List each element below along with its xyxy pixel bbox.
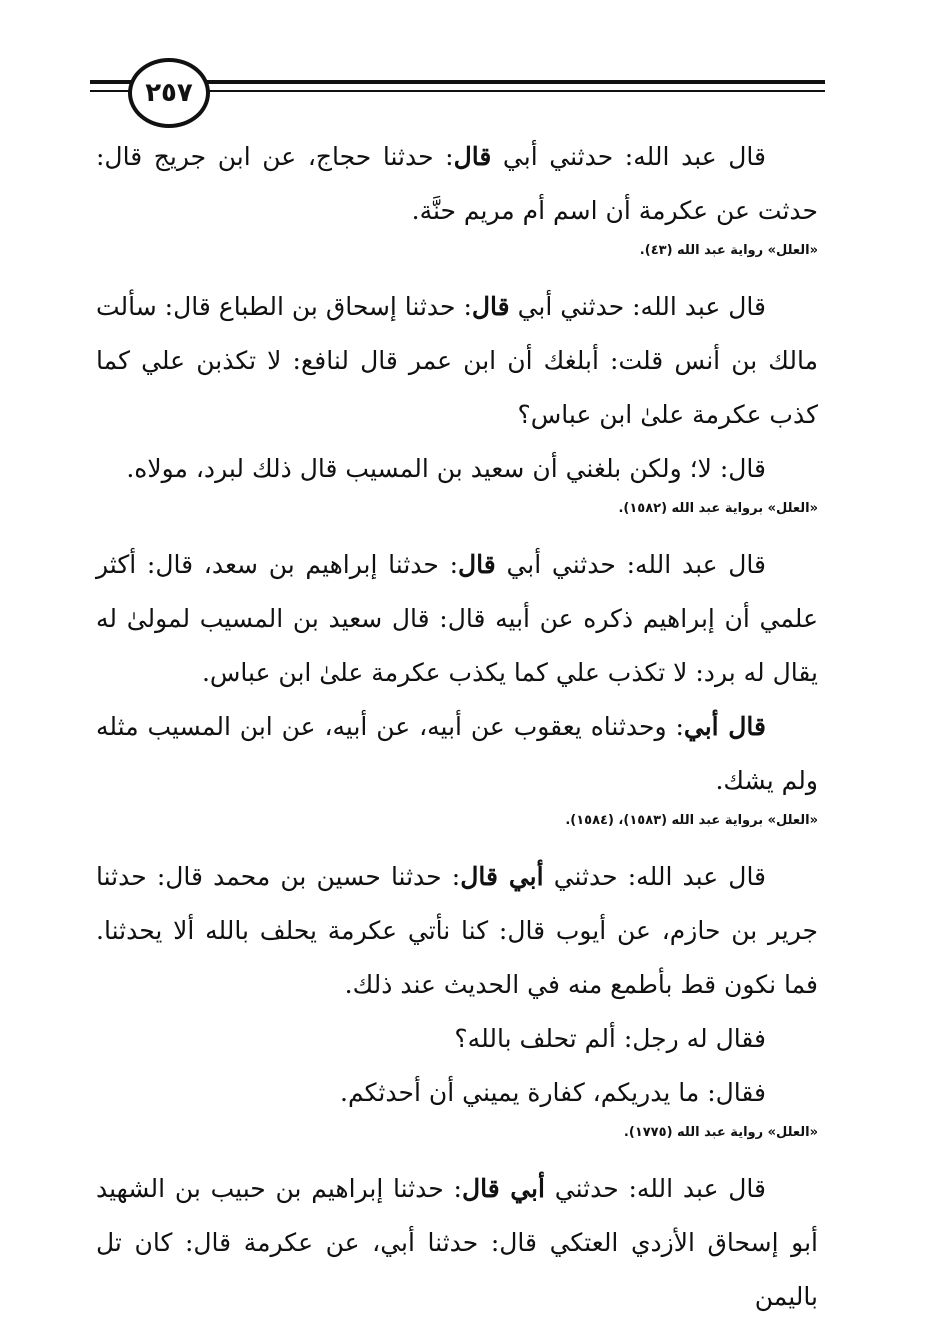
page-number: ٢٥٧: [128, 58, 210, 128]
paragraph: فقال له رجل: ألم تحلف بالله؟: [454, 1024, 766, 1053]
source-citation: «العلل» برواية عبد الله (١٥٨٣)، (١٥٨٤).: [565, 813, 818, 828]
paragraph: قال أبي: وحدثناه يعقوب عن أبيه، عن أبيه، عن ابن المسيب مثله ولم يشك.: [96, 712, 818, 795]
paragraph: قال: لا؛ ولكن بلغني أن سعيد بن المسيب قال ذلك لبرد، مولاه.: [126, 454, 766, 483]
paragraph: قال عبد الله: حدثني أبي قال: حدثنا إبراهيم بن سعد، قال: أكثر علمي أن إبراهيم ذكره عن أبيه قال: قال سعيد بن المسيب لمولىٰ له يقال له برد: لا تكذب علي كما يكذب عكرمة علىٰ ابن عباس.: [96, 550, 818, 687]
page-header: [90, 50, 825, 120]
page-body: [96, 130, 818, 1324]
source-citation: «العلل» رواية عبد الله (٤٣).: [639, 243, 818, 258]
paragraph: قال عبد الله: حدثني أبي قال: حدثنا حجاج، عن ابن جريج قال: حدثت عن عكرمة أن اسم أم مريم حنَّة.: [96, 142, 818, 225]
paragraph: فقال: ما يدريكم، كفارة يميني أن أحدثكم.: [340, 1078, 766, 1107]
paragraph: قال عبد الله: حدثني أبي قال: حدثنا إسحاق بن الطباع قال: سألت مالك بن أنس قلت: أبلغك أن ابن عمر قال لنافع: لا تكذبن علي كما كذب عكرمة علىٰ ابن عباس؟: [96, 292, 818, 429]
paragraph: قال عبد الله: حدثني أبي قال: حدثنا إبراهيم بن حبيب بن الشهيد أبو إسحاق الأزدي العتكي قال: حدثنا أبي، عن عكرمة قال: كان تل باليمن: [96, 1174, 818, 1311]
paragraph: قال عبد الله: حدثني أبي قال: حدثنا حسين بن محمد قال: حدثنا جرير بن حازم، عن أيوب قال: كنا نأتي عكرمة يحلف بالله ألا يحدثنا. فما نكون قط بأطمع منه في الحديث عند ذلك.: [96, 862, 818, 999]
source-citation: «العلل» رواية عبد الله (١٧٧٥).: [623, 1125, 818, 1140]
source-citation: «العلل» برواية عبد الله (١٥٨٢).: [618, 501, 818, 516]
